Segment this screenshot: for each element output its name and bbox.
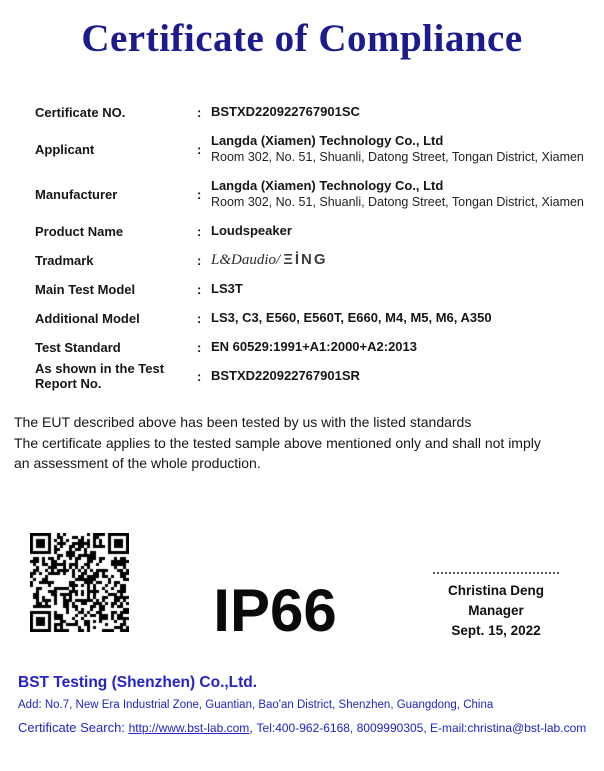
statement-line: The certificate applies to the tested sample above mentioned only and shall not imply	[14, 434, 541, 451]
field-value-line2: Room 302, No. 51, Shuanli, Datong Street, Tongan District, Xiamen	[211, 150, 584, 164]
field-colon: :	[197, 310, 202, 326]
signer-name: Christina Deng	[447, 583, 544, 598]
lab-address: Add: No.7, New Era Industrial Zone, Guantian, Bao'an District, Shenzhen, Guangdong, China	[18, 699, 494, 711]
field-row-test-report-no	[35, 361, 590, 391]
field-label: Additional Model	[35, 310, 140, 326]
field-value: Loudspeaker	[211, 223, 292, 238]
field-colon: :	[197, 252, 202, 268]
field-colon: :	[197, 339, 202, 355]
field-row-test-standard	[35, 339, 590, 355]
field-colon: :	[197, 281, 202, 297]
signature-date: Sept. 15, 2022	[451, 623, 541, 638]
field-label: Product Name	[35, 223, 124, 239]
field-label: As shown in the Test Report No.	[35, 361, 165, 391]
footer	[18, 674, 596, 736]
field-value: BSTXD220922767901SR	[211, 368, 360, 383]
field-value: Langda (Xiamen) Technology Co., Ltd	[211, 133, 444, 148]
signature-block	[416, 572, 576, 641]
field-row-applicant	[35, 133, 590, 165]
signature-dotted-line	[433, 572, 559, 574]
field-colon: :	[197, 186, 202, 202]
field-value: LS3T	[211, 281, 243, 296]
field-value: EN 60529:1991+A1:2000+A2:2013	[211, 339, 417, 354]
certificate-search-label: Certificate Search:	[18, 720, 125, 735]
field-row-certificate-no	[35, 104, 590, 120]
field-row-trademark	[35, 252, 590, 268]
trademark-logo: ΞİNG	[283, 251, 328, 268]
field-label: Tradmark	[35, 252, 94, 268]
certificate-info-table	[35, 104, 590, 404]
trademark-name: L&Daudio/	[211, 252, 281, 268]
certificate-search-line	[18, 720, 596, 736]
field-value: Langda (Xiamen) Technology Co., Ltd	[211, 178, 444, 193]
field-value: LS3, C3, E560, E560T, E660, M4, M5, M6, A350	[211, 310, 492, 325]
field-row-product-name	[35, 223, 590, 239]
ip-rating-stamp: IP66	[213, 577, 337, 644]
field-row-additional-model	[35, 310, 590, 326]
statement-line: The EUT described above has been tested by us with the listed standards	[14, 414, 472, 430]
statement-line: an assessment of the whole production.	[14, 455, 261, 471]
qr-code	[30, 533, 129, 632]
field-colon: :	[197, 223, 202, 239]
field-label: Applicant	[35, 141, 95, 157]
field-label: Test Standard	[35, 339, 121, 355]
field-colon: :	[197, 104, 202, 120]
signer-title: Manager	[468, 603, 524, 618]
statement-text	[14, 412, 596, 474]
field-colon: :	[197, 368, 202, 384]
field-label: Main Test Model	[35, 281, 136, 297]
certificate-search-link[interactable]: http://www.bst-lab.com	[128, 721, 250, 735]
field-row-manufacturer	[35, 178, 590, 210]
field-colon: :	[197, 141, 202, 157]
lab-contact-info: Tel:400-962-6168, 8009990305, E-mail:christina@bst-lab.com	[256, 721, 587, 735]
field-label: Certificate NO.	[35, 104, 126, 120]
lab-company-name: BST Testing (Shenzhen) Co.,Ltd.	[18, 674, 258, 691]
field-value: BSTXD220922767901SC	[211, 104, 360, 119]
field-label: Manufacturer	[35, 186, 118, 202]
url-suffix: ,	[249, 720, 253, 735]
field-row-main-test-model	[35, 281, 590, 297]
page-title: Certificate of Compliance	[81, 17, 523, 60]
field-value-line2: Room 302, No. 51, Shuanli, Datong Street, Tongan District, Xiamen	[211, 195, 584, 209]
